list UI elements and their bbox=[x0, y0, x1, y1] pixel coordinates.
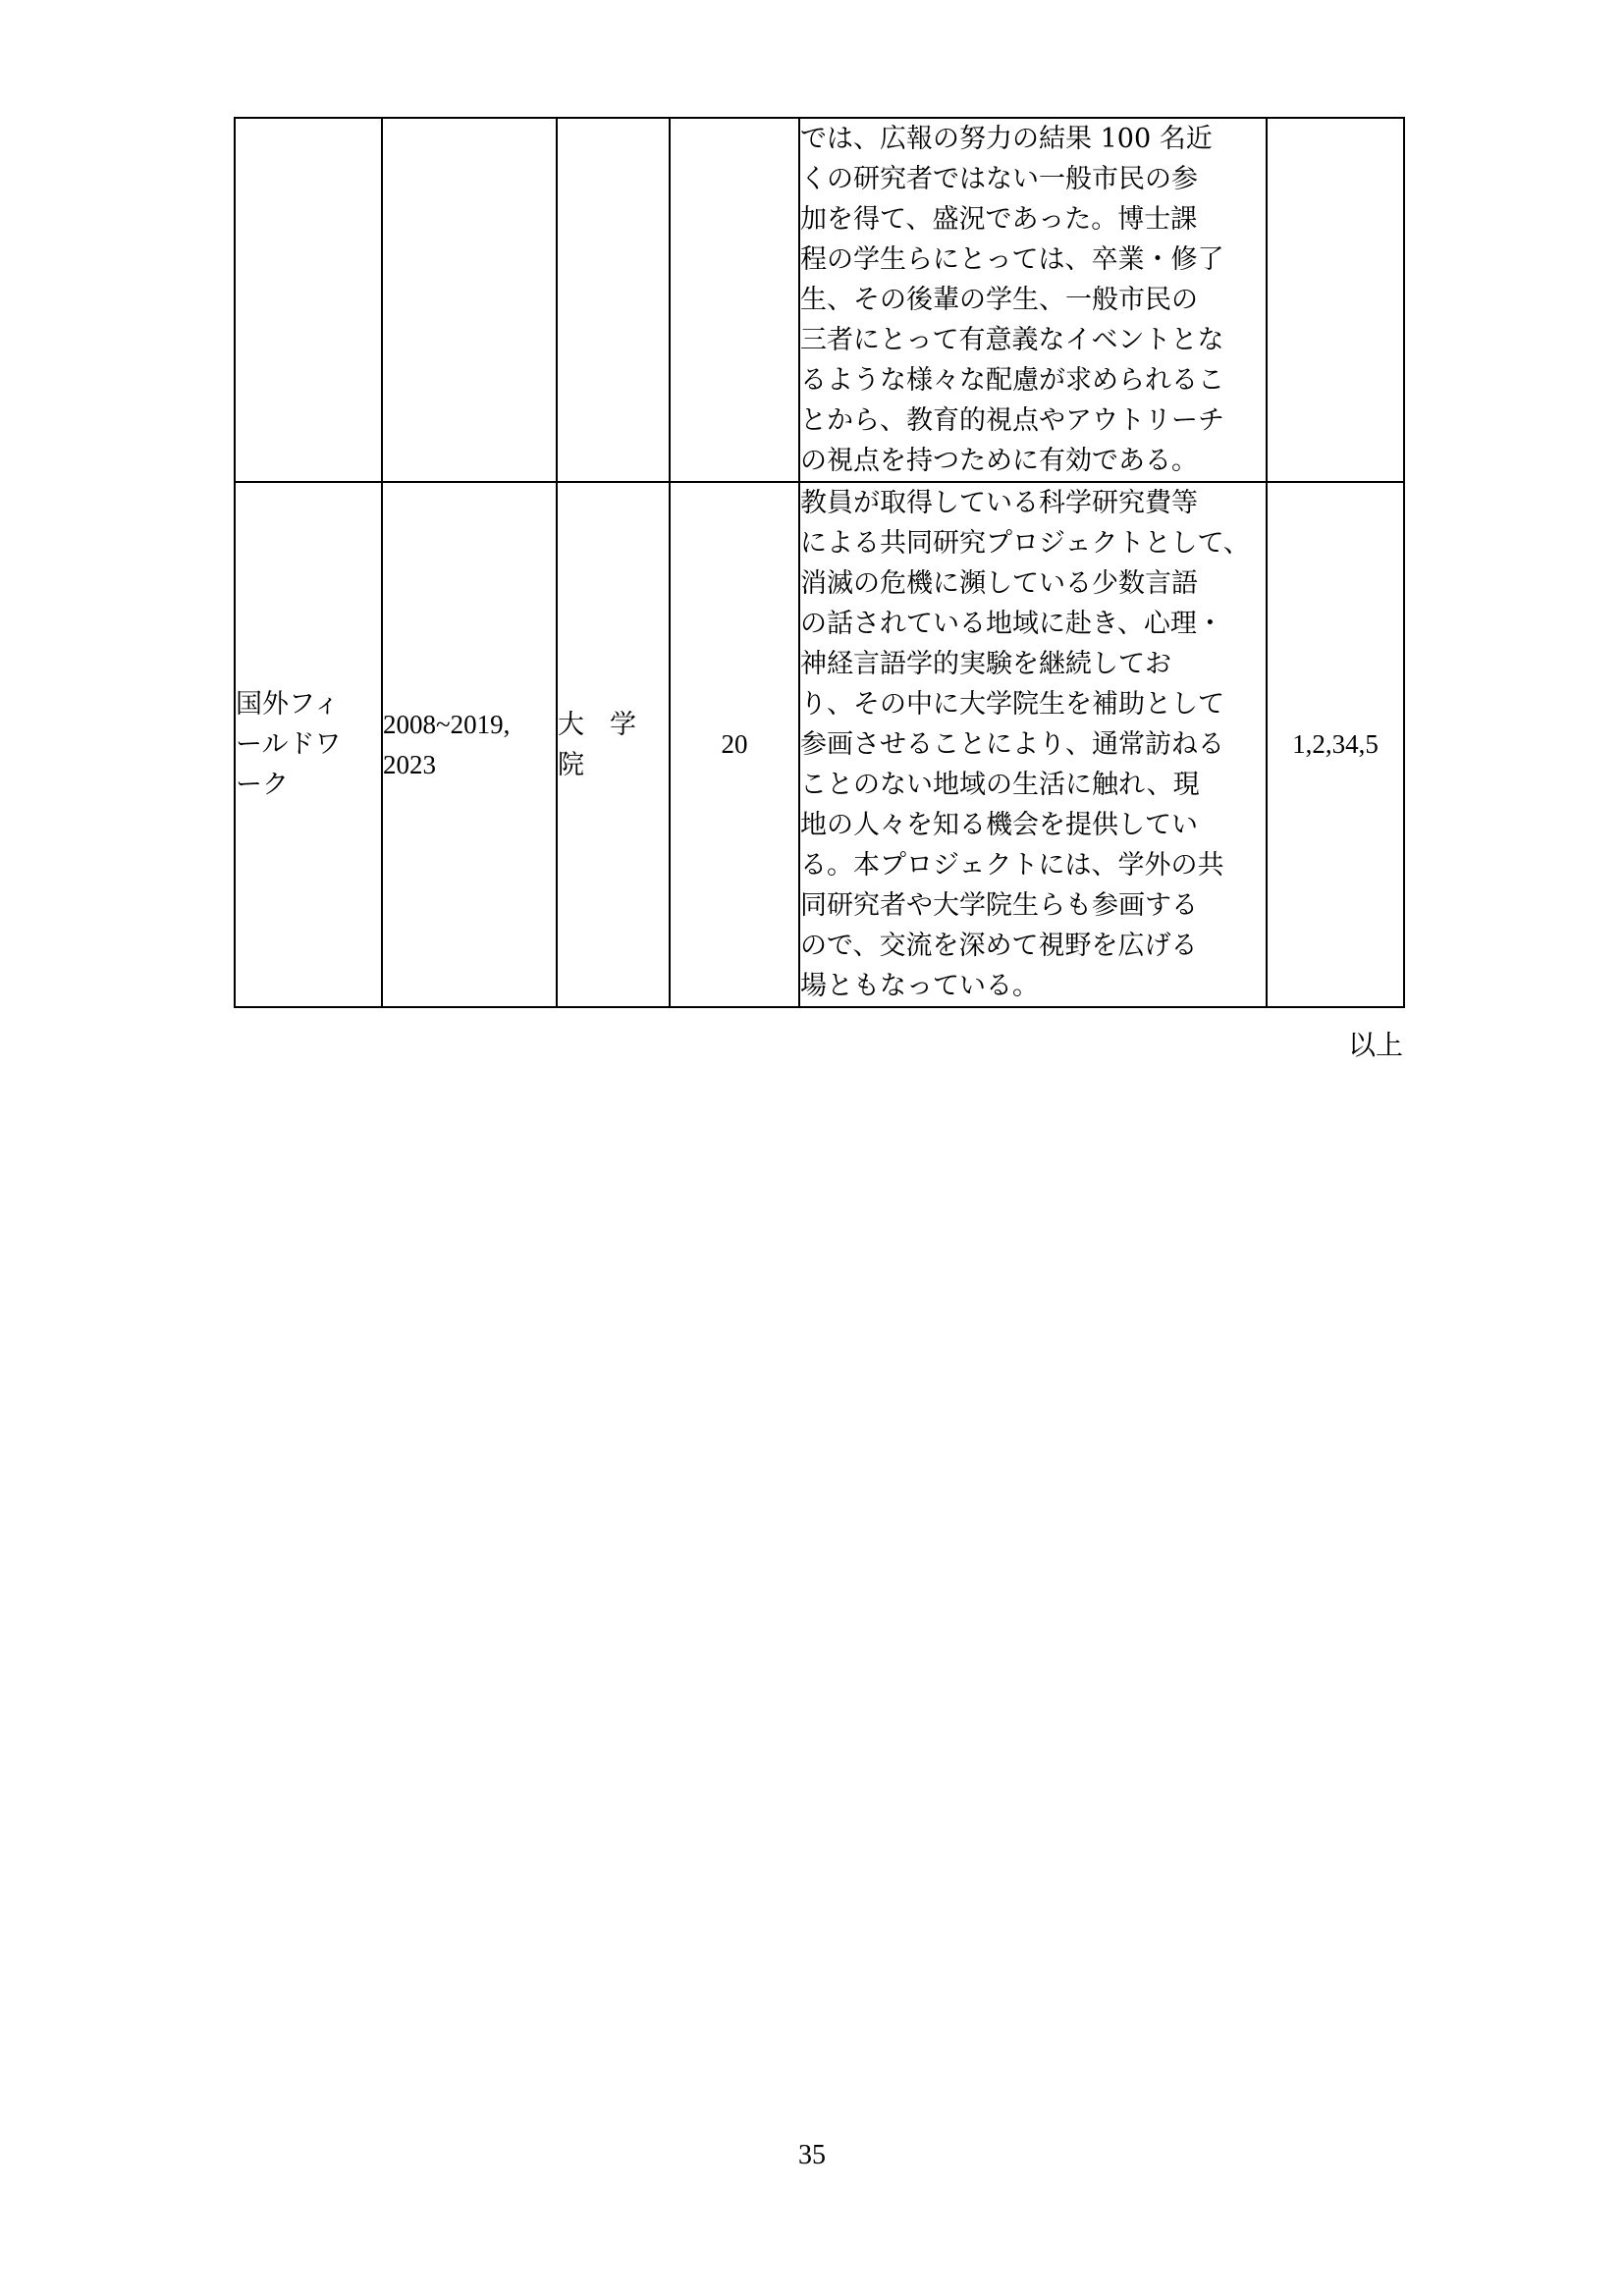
level-line: 大学 bbox=[558, 709, 662, 740]
description-line: くの研究者ではない一般市民の参 bbox=[800, 164, 1198, 194]
description-cell bbox=[799, 118, 1267, 482]
reference-cell: 1,2,34,5 bbox=[1267, 482, 1404, 1007]
description-line: 生、その後輩の学生、一般市民の bbox=[800, 285, 1198, 315]
description-line: 加を得て、盛況であった。博士課 bbox=[800, 204, 1198, 235]
activity-name-cell bbox=[235, 118, 382, 482]
participant-count-cell bbox=[670, 118, 799, 482]
description-line: ので、交流を深めて視野を広げる bbox=[800, 931, 1198, 961]
table-row bbox=[235, 482, 1404, 1007]
level-line: 院 bbox=[558, 749, 610, 780]
description-line: 教員が取得している科学研究費等 bbox=[800, 488, 1198, 518]
description-line: り、その中に大学院生を補助として bbox=[800, 689, 1224, 720]
description-line: 地の人々を知る機会を提供してい bbox=[800, 810, 1198, 840]
description-line: による共同研究プロジェクトとして、 bbox=[800, 528, 1250, 559]
description-line: とから、教育的視点やアウトリーチ bbox=[800, 405, 1224, 436]
activity-name-line: ーク bbox=[236, 770, 289, 800]
description-line: 三者にとって有意義なイベントとな bbox=[800, 325, 1224, 355]
years-line: 2008~2019, bbox=[383, 709, 511, 739]
table-row bbox=[235, 118, 1404, 482]
activity-name-cell bbox=[235, 482, 382, 1007]
description-line: では、広報の努力の結果 100 名近 bbox=[800, 124, 1213, 154]
years-line: 2023 bbox=[383, 749, 436, 779]
years-cell bbox=[382, 482, 557, 1007]
description-line: 同研究者や大学院生らも参画する bbox=[800, 890, 1198, 921]
years-cell bbox=[382, 118, 557, 482]
description-line: の視点を持つために有効である。 bbox=[800, 446, 1198, 476]
activity-name-line: 国外フィ bbox=[236, 689, 340, 720]
page-number: 35 bbox=[798, 2140, 826, 2170]
description-line: るような様々な配慮が求められるこ bbox=[800, 365, 1224, 396]
description-cell bbox=[799, 482, 1267, 1007]
reference-cell bbox=[1267, 118, 1404, 482]
activity-table bbox=[234, 117, 1405, 1008]
description-line: ことのない地域の生活に触れ、現 bbox=[800, 770, 1200, 800]
description-line: 程の学生らにとっては、卒業・修了 bbox=[800, 244, 1224, 275]
description-line: る。本プロジェクトには、学外の共 bbox=[800, 850, 1224, 881]
description-line: 消滅の危機に瀕している少数言語 bbox=[800, 568, 1198, 599]
description-line: の話されている地域に赴き、心理・ bbox=[800, 609, 1223, 639]
closing-text: 以上 bbox=[1347, 1029, 1403, 1061]
participant-count-cell: 20 bbox=[670, 482, 799, 1007]
activity-name-line: ールドワ bbox=[236, 729, 342, 760]
description-line: 参画させることにより、通常訪ねる bbox=[800, 729, 1224, 760]
level-cell bbox=[557, 482, 670, 1007]
level-cell bbox=[557, 118, 670, 482]
description-line: 神経言語学的実験を継続してお bbox=[800, 649, 1171, 679]
description-line: 場ともなっている。 bbox=[800, 971, 1039, 1001]
